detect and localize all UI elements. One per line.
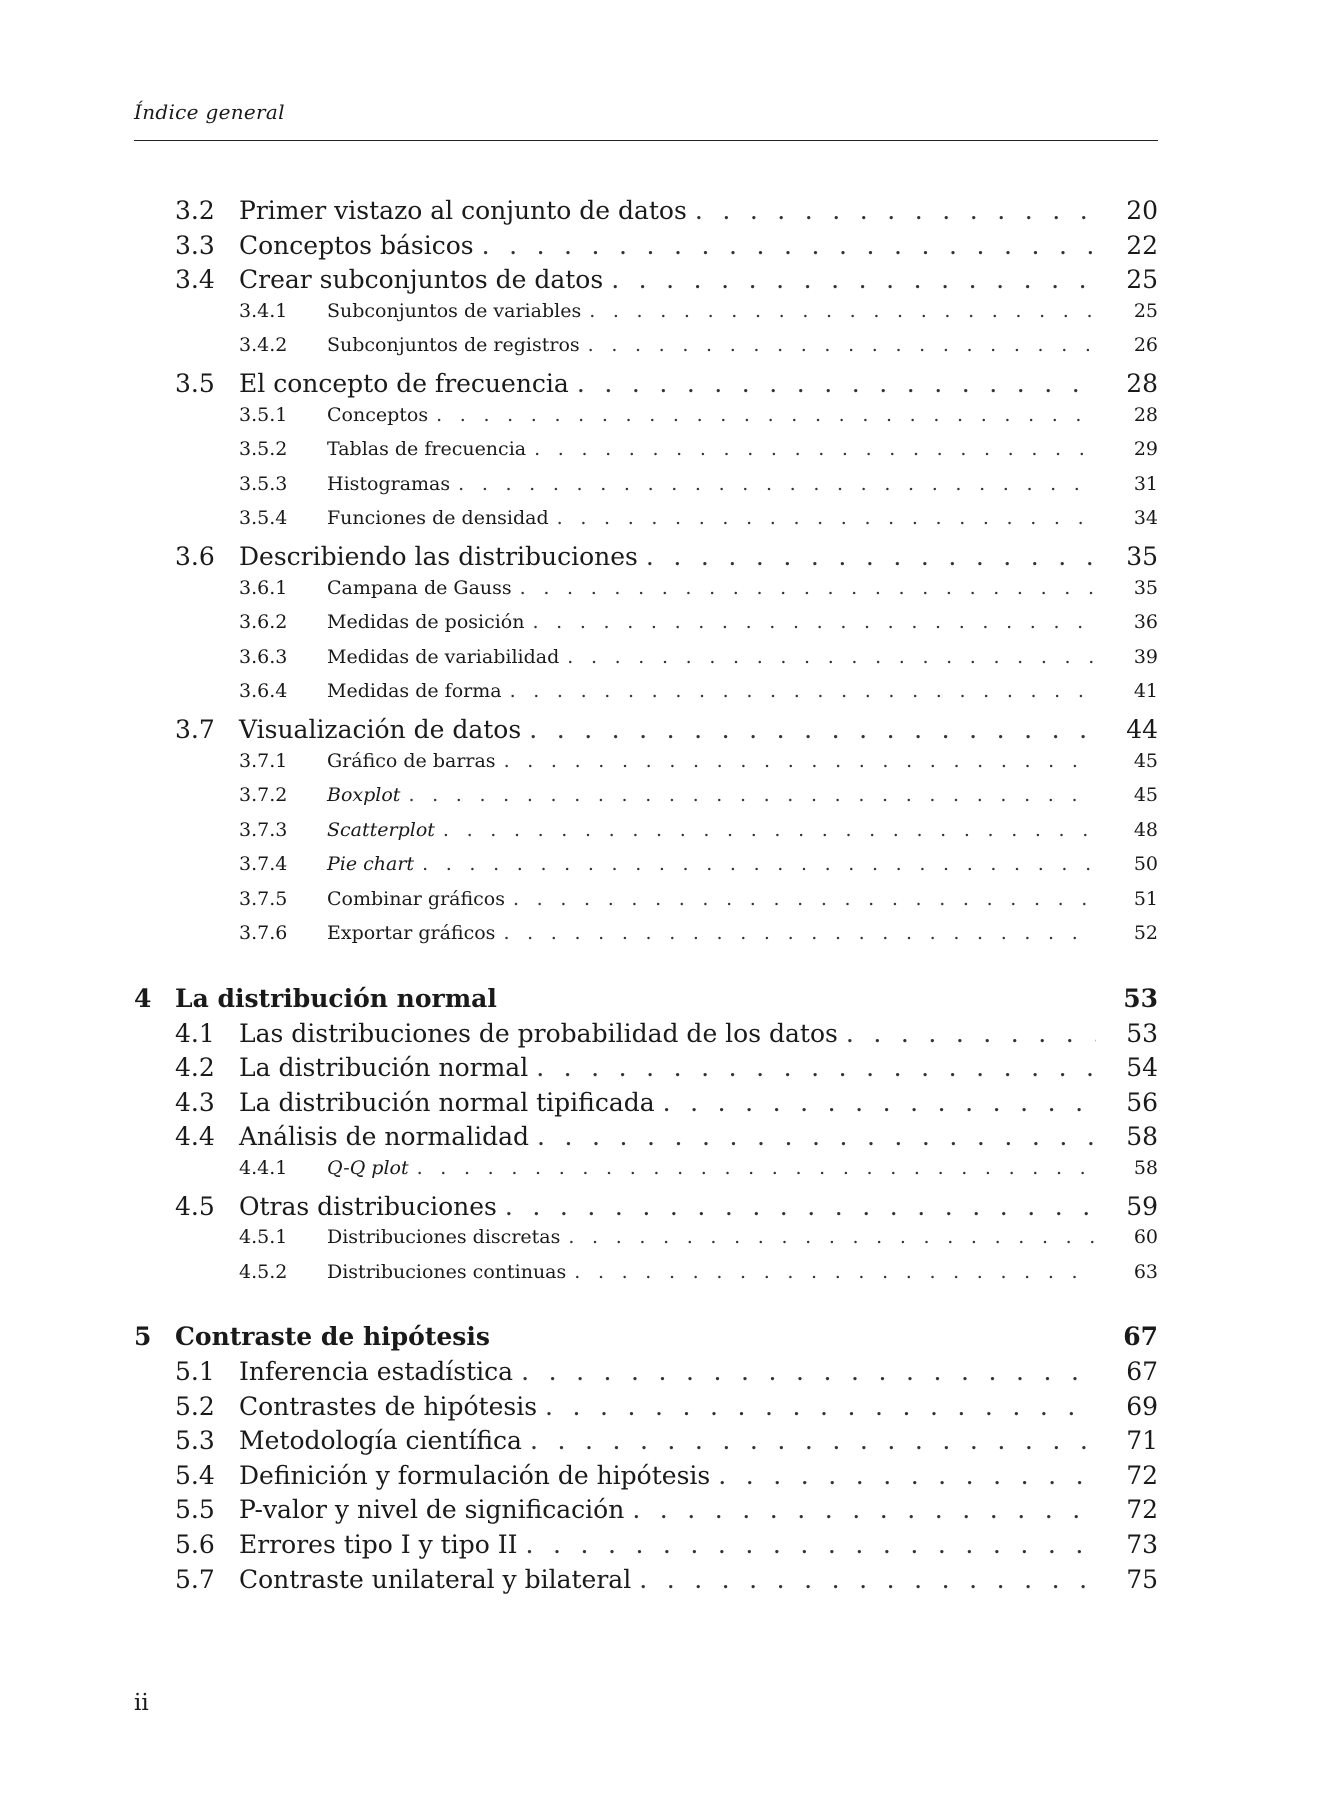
- toc-entry-page: 63: [1133, 1260, 1158, 1283]
- toc-entry-number: 4.4: [175, 1122, 215, 1152]
- toc-entry-title[interactable]: Contraste de hipótesis: [175, 1322, 490, 1352]
- toc-dot-leader: [435, 819, 1096, 841]
- toc-entry-title[interactable]: P-valor y nivel de significación: [239, 1495, 625, 1525]
- toc-entry-title[interactable]: El concepto de frecuencia: [239, 368, 569, 398]
- toc-entry-title[interactable]: Pie chart: [327, 853, 415, 876]
- toc-entry-number: 3.4: [175, 265, 215, 295]
- toc-entry-page: 39: [1133, 645, 1158, 668]
- toc-entry-title[interactable]: Exportar gráficos: [327, 922, 496, 945]
- toc-entry-title[interactable]: Describiendo las distribuciones: [239, 541, 638, 571]
- table-of-contents: [134, 196, 1158, 1599]
- toc-entry-number: 4.2: [175, 1053, 215, 1083]
- toc-entry-page: 52: [1133, 922, 1158, 945]
- toc-dot-leader: [528, 1053, 1096, 1082]
- toc-entry-section[interactable]: [134, 1192, 1158, 1227]
- toc-entry-page: 75: [1126, 1564, 1158, 1594]
- toc-entry-subsection[interactable]: [134, 611, 1158, 646]
- toc-entry-page: 41: [1133, 680, 1158, 703]
- toc-entry-number: 4.4.1: [239, 1157, 288, 1180]
- toc-entry-number: 3.6.4: [239, 680, 288, 703]
- toc-dot-leader: [529, 1122, 1096, 1151]
- toc-entry-page: 72: [1126, 1495, 1158, 1525]
- toc-entry-number: 3.5.4: [239, 507, 288, 530]
- toc-entry-number: 3.7.4: [239, 853, 288, 876]
- toc-entry-number: 5.6: [175, 1529, 215, 1559]
- toc-entry-page: 58: [1126, 1122, 1158, 1152]
- toc-entry-page: 67: [1126, 1357, 1158, 1386]
- toc-entry-subsection[interactable]: [134, 473, 1158, 508]
- toc-entry-number: 4.5.2: [239, 1260, 288, 1283]
- toc-dot-leader: [497, 1192, 1096, 1221]
- toc-entry-subsection[interactable]: [134, 438, 1158, 473]
- toc-entry-title[interactable]: Contraste unilateral y bilateral: [239, 1564, 632, 1594]
- toc-entry-subsection[interactable]: [134, 1226, 1158, 1261]
- toc-entry-title[interactable]: Análisis de normalidad: [239, 1122, 530, 1152]
- toc-entry-subsection[interactable]: [134, 819, 1158, 854]
- toc-entry-number: 3.6.2: [239, 611, 288, 634]
- header-title: Índice general: [134, 100, 285, 124]
- toc-entry-section[interactable]: [134, 196, 1158, 231]
- toc-entry-number: 5.5: [175, 1495, 215, 1525]
- toc-entry-section[interactable]: [134, 1392, 1158, 1427]
- toc-entry-title[interactable]: Medidas de forma: [327, 680, 502, 703]
- toc-entry-page: 53: [1123, 984, 1158, 1014]
- toc-entry-title[interactable]: Crear subconjuntos de datos: [239, 265, 604, 295]
- toc-entry-section[interactable]: [134, 1461, 1158, 1496]
- toc-entry-page: 25: [1126, 265, 1158, 295]
- toc-entry-number: 3.5.3: [239, 472, 288, 495]
- toc-entry-section[interactable]: [134, 1122, 1158, 1157]
- toc-entry-page: 73: [1126, 1529, 1158, 1559]
- toc-entry-title[interactable]: Subconjuntos de registros: [327, 334, 580, 357]
- toc-entry-title[interactable]: Las distribuciones de probabilidad de los datos: [239, 1018, 838, 1048]
- toc-entry-page: 28: [1133, 403, 1158, 426]
- toc-entry-page: 48: [1133, 818, 1158, 841]
- toc-entry-section[interactable]: [134, 715, 1158, 750]
- toc-entry-title[interactable]: Primer vistazo al conjunto de datos: [239, 196, 687, 225]
- toc-entry-section[interactable]: [134, 1495, 1158, 1530]
- toc-entry-title[interactable]: Conceptos básicos: [239, 230, 474, 260]
- toc-entry-section[interactable]: [134, 1530, 1158, 1565]
- toc-entry-subsection[interactable]: [134, 646, 1158, 681]
- toc-dot-leader: [537, 1392, 1096, 1421]
- toc-entry-title[interactable]: Definición y formulación de hipótesis: [239, 1460, 711, 1490]
- toc-entry-page: 44: [1126, 714, 1158, 744]
- toc-entry-number: 3.3: [175, 230, 215, 260]
- toc-entry-number: 4: [134, 984, 152, 1014]
- toc-entry-title[interactable]: La distribución normal: [239, 1053, 529, 1083]
- toc-entry-title[interactable]: La distribución normal: [175, 984, 497, 1014]
- toc-dot-leader: [838, 1019, 1096, 1048]
- toc-dot-leader: [521, 715, 1096, 744]
- toc-entry-page: 25: [1133, 299, 1158, 322]
- toc-dot-leader: [502, 680, 1096, 702]
- toc-entry-page: 54: [1126, 1053, 1158, 1083]
- toc-entry-subsection[interactable]: [134, 1261, 1158, 1296]
- toc-entry-subsection[interactable]: [134, 784, 1158, 819]
- toc-entry-number: 4.3: [175, 1087, 215, 1117]
- toc-entry-title[interactable]: Funciones de densidad: [327, 507, 549, 530]
- toc-entry-subsection[interactable]: [134, 888, 1158, 923]
- toc-dot-leader: [710, 1461, 1096, 1490]
- page-number: ii: [134, 1690, 149, 1716]
- toc-entry-page: 59: [1126, 1191, 1158, 1221]
- toc-dot-leader: [566, 1261, 1096, 1283]
- toc-entry-section[interactable]: [134, 1565, 1158, 1600]
- toc-entry-number: 3.4.1: [239, 299, 288, 322]
- toc-entry-page: 36: [1133, 611, 1158, 634]
- toc-entry-chapter[interactable]: [134, 984, 1158, 1019]
- toc-entry-page: 28: [1126, 368, 1158, 398]
- toc-entry-title[interactable]: Q-Q plot: [327, 1157, 409, 1180]
- toc-entry-number: 3.7.1: [239, 749, 288, 772]
- toc-dot-leader: [624, 1495, 1096, 1524]
- toc-entry-number: 5.7: [175, 1564, 215, 1594]
- toc-entry-subsection[interactable]: [134, 300, 1158, 335]
- toc-entry-number: 3.2: [175, 196, 215, 225]
- toc-entry-page: 45: [1133, 749, 1158, 772]
- toc-entry-title[interactable]: Distribuciones continuas: [327, 1260, 567, 1283]
- toc-entry-page: 34: [1133, 507, 1158, 530]
- toc-entry-number: 5.2: [175, 1391, 215, 1421]
- toc-dot-leader: [517, 1530, 1096, 1559]
- toc-entry-title[interactable]: Gráfico de barras: [327, 749, 496, 772]
- toc-entry-title[interactable]: Otras distribuciones: [239, 1191, 497, 1221]
- toc-entry-page: 29: [1133, 438, 1158, 461]
- toc-entry-title[interactable]: Inferencia estadística: [239, 1357, 514, 1386]
- toc-entry-number: 3.5: [175, 368, 215, 398]
- toc-entry-title[interactable]: Medidas de posición: [327, 611, 525, 634]
- toc-dot-leader: [414, 853, 1096, 875]
- toc-entry-number: 3.6.1: [239, 576, 288, 599]
- toc-entry-page: 35: [1126, 541, 1158, 571]
- toc-dot-leader: [522, 1426, 1096, 1455]
- toc-entry-number: 3.7.2: [239, 784, 288, 807]
- toc-dot-leader: [581, 300, 1096, 322]
- toc-entry-section[interactable]: [134, 1019, 1158, 1054]
- toc-dot-leader: [400, 784, 1096, 806]
- toc-entry-page: 67: [1123, 1322, 1158, 1352]
- toc-dot-leader: [525, 611, 1097, 633]
- toc-entry-title[interactable]: La distribución normal tipificada: [239, 1087, 655, 1117]
- toc-dot-leader: [655, 1088, 1096, 1117]
- toc-entry-page: 50: [1133, 853, 1158, 876]
- toc-dot-leader: [513, 1357, 1096, 1386]
- toc-entry-subsection[interactable]: [134, 750, 1158, 785]
- toc-entry-page: 51: [1133, 887, 1158, 910]
- toc-entry-number: 5: [134, 1322, 152, 1352]
- toc-entry-page: 31: [1133, 472, 1158, 495]
- toc-entry-title[interactable]: Scatterplot: [327, 818, 435, 841]
- toc-entry-subsection[interactable]: [134, 334, 1158, 369]
- toc-entry-title[interactable]: Campana de Gauss: [327, 576, 512, 599]
- toc-entry-title[interactable]: Visualización de datos: [239, 714, 522, 744]
- toc-entry-subsection[interactable]: [134, 1157, 1158, 1192]
- toc-entry-title[interactable]: Boxplot: [327, 784, 401, 807]
- toc-entry-page: 26: [1133, 334, 1158, 357]
- toc-entry-number: 3.5.2: [239, 438, 288, 461]
- toc-entry-title[interactable]: Contrastes de hipótesis: [239, 1391, 538, 1421]
- toc-entry-number: 3.6.3: [239, 645, 288, 668]
- toc-dot-leader: [631, 1565, 1096, 1594]
- toc-entry-section[interactable]: [134, 1088, 1158, 1123]
- toc-entry-title[interactable]: Histogramas: [327, 472, 451, 495]
- toc-entry-number: 5.1: [175, 1357, 215, 1386]
- toc-dot-leader: [580, 334, 1096, 356]
- toc-dot-leader: [603, 265, 1096, 294]
- toc-entry-section[interactable]: [134, 542, 1158, 577]
- toc-entry-page: 71: [1126, 1426, 1158, 1456]
- toc-entry-number: 4.5.1: [239, 1226, 288, 1249]
- toc-dot-leader: [687, 196, 1096, 225]
- toc-entry-section[interactable]: [134, 1426, 1158, 1461]
- toc-entry-page: 58: [1133, 1157, 1158, 1180]
- toc-entry-page: 22: [1126, 230, 1158, 260]
- toc-dot-leader: [512, 577, 1096, 599]
- toc-entry-section[interactable]: [134, 1053, 1158, 1088]
- toc-entry-title[interactable]: Medidas de variabilidad: [327, 645, 560, 668]
- toc-dot-leader: [428, 404, 1096, 426]
- toc-entry-title[interactable]: Tablas de frecuencia: [327, 438, 527, 461]
- toc-entry-number: 5.4: [175, 1460, 215, 1490]
- toc-entry-subsection[interactable]: [134, 577, 1158, 612]
- toc-entry-page: 35: [1133, 576, 1158, 599]
- toc-entry-section[interactable]: [134, 369, 1158, 404]
- toc-dot-leader: [450, 473, 1096, 495]
- toc-dot-leader: [526, 438, 1096, 460]
- toc-dot-leader: [638, 542, 1096, 571]
- toc-dot-leader: [569, 369, 1096, 398]
- running-header: [134, 100, 1158, 141]
- toc-entry-number: 4.1: [175, 1018, 215, 1048]
- toc-entry-number: 3.5.1: [239, 403, 288, 426]
- toc-entry-section[interactable]: [134, 1357, 1158, 1392]
- toc-dot-leader: [505, 888, 1096, 910]
- toc-dot-leader: [496, 750, 1096, 772]
- toc-entry-number: 3.6: [175, 541, 215, 571]
- toc-entry-section[interactable]: [134, 231, 1158, 266]
- toc-entry-page: 72: [1126, 1460, 1158, 1490]
- toc-entry-subsection[interactable]: [134, 507, 1158, 542]
- toc-entry-title[interactable]: Combinar gráficos: [327, 887, 505, 910]
- toc-entry-page: 60: [1133, 1226, 1158, 1249]
- toc-entry-section[interactable]: [134, 265, 1158, 300]
- toc-entry-page: 53: [1126, 1018, 1158, 1048]
- toc-entry-page: 45: [1133, 784, 1158, 807]
- toc-entry-subsection[interactable]: [134, 922, 1158, 957]
- toc-entry-subsection[interactable]: [134, 853, 1158, 888]
- toc-entry-number: 4.5: [175, 1191, 215, 1221]
- toc-entry-number: 3.7.5: [239, 887, 288, 910]
- toc-entry-title[interactable]: Distribuciones discretas: [327, 1226, 561, 1249]
- toc-dot-leader: [474, 231, 1096, 260]
- toc-entry-page: 69: [1126, 1391, 1158, 1421]
- toc-entry-page: 20: [1126, 196, 1158, 225]
- toc-dot-leader: [409, 1157, 1096, 1179]
- toc-dot-leader: [495, 922, 1096, 944]
- toc-entry-title[interactable]: Conceptos: [327, 403, 429, 426]
- toc-entry-number: 3.7.3: [239, 818, 288, 841]
- toc-entry-number: 3.7.6: [239, 922, 288, 945]
- toc-entry-subsection[interactable]: [134, 404, 1158, 439]
- toc-entry-title[interactable]: Errores tipo I y tipo II: [239, 1529, 518, 1559]
- toc-entry-number: 5.3: [175, 1426, 215, 1456]
- toc-entry-subsection[interactable]: [134, 680, 1158, 715]
- toc-entry-page: 56: [1126, 1087, 1158, 1117]
- toc-entry-title[interactable]: Subconjuntos de variables: [327, 299, 582, 322]
- toc-dot-leader: [559, 646, 1096, 668]
- toc-entry-number: 3.7: [175, 714, 215, 744]
- toc-entry-number: 3.4.2: [239, 334, 288, 357]
- toc-dot-leader: [549, 507, 1096, 529]
- toc-entry-chapter[interactable]: [134, 1322, 1158, 1357]
- toc-dot-leader: [560, 1226, 1096, 1248]
- toc-entry-title[interactable]: Metodología científica: [239, 1426, 522, 1456]
